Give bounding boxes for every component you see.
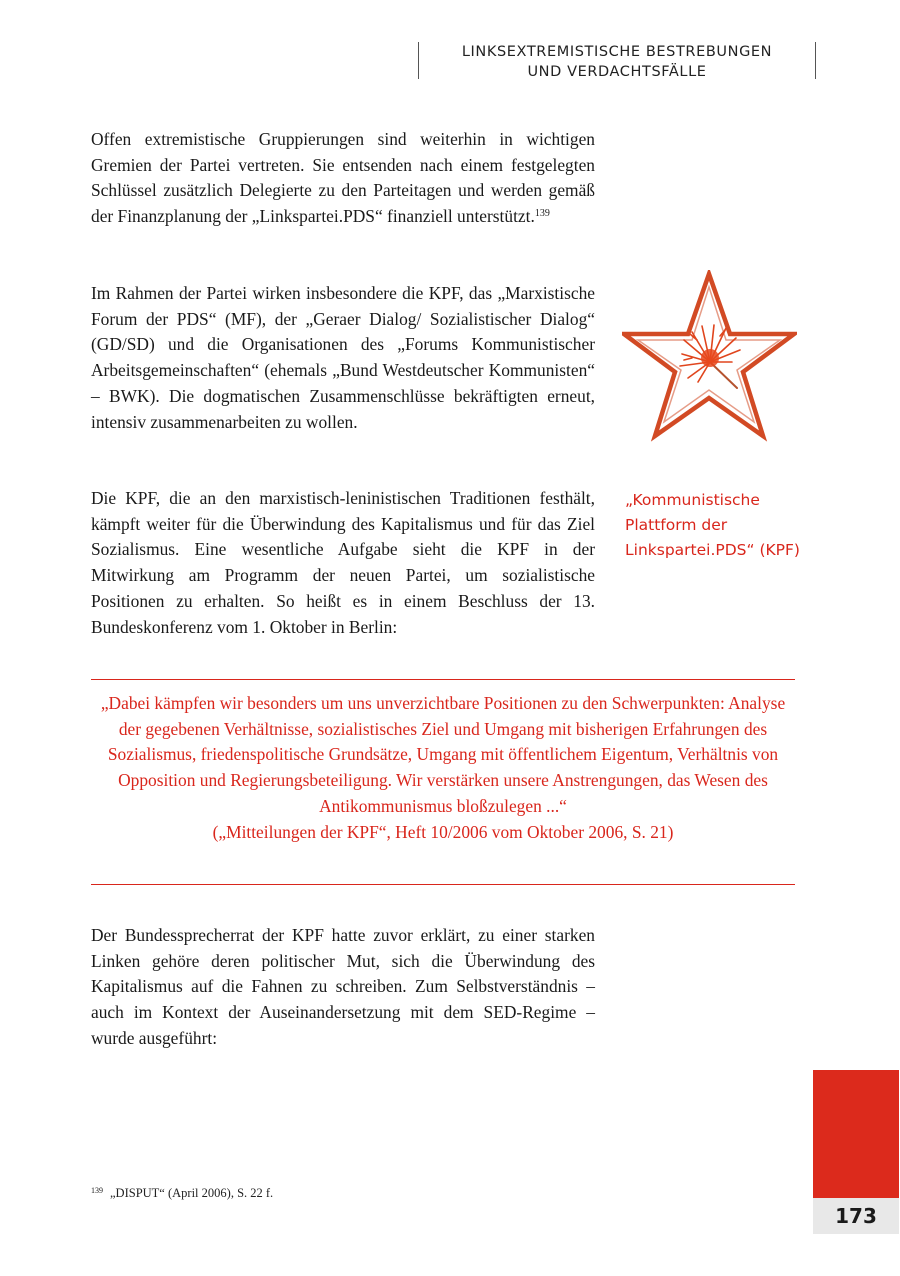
paragraph-1 — [91, 127, 595, 230]
paragraph-1-text: Offen extremistische Gruppierungen sind weiterhin in wichtigen Gremien der Partei vertreten. Sie entsenden nach einem festgelegten Schlüssel zusätzlich Delegierte zu den Parteitagen und werden gemäß der Finanzplanung der „Linkspartei.PDS“ finanziell unterstützt. — [91, 129, 595, 227]
header-line-1: LINKSEXTREMISTISCHE BESTREBUNGEN — [461, 44, 773, 60]
footnote-number: 139 — [91, 1186, 103, 1195]
paragraph-3: Die KPF, die an den marxistisch-leninistischen Traditionen festhält, kämpft weiter für die Überwindung des Kapitalismus und für das Ziel Sozialismus. Eine wesentliche Aufgabe sieht die KPF in der Mitwirkung am Programm der neuen Partei, um sozialistische Positionen zu erhalten. So heißt es in einem Beschluss der 13. Bundeskonferenz vom 1. Oktober in Berlin: — [91, 488, 595, 637]
logo-caption: „Kommunistische Plattform der Linkspartei.PDS“ (KPF) — [625, 491, 800, 559]
quote-rule-top — [91, 679, 795, 680]
running-header — [418, 42, 816, 79]
page-color-tab — [813, 1070, 899, 1198]
paragraph-2: Im Rahmen der Partei wirken insbesondere die KPF, das „Marxistische Forum der PDS“ (MF), der „Geraer Dialog/ Sozialistischer Dialog“ (GD/SD) und die Organisationen des „Forums Kommunistischer Arbeitsgemeinschaften“ (ehemals „Bund Westdeutscher Kommunisten“ – BWK). Die dogmatischen Zusammenschlüsse bekräftigten erneut, intensiv zusammenarbeiten zu wollen. — [91, 283, 595, 432]
quote-source: („Mitteilungen der KPF“, Heft 10/2006 vom Oktober 2006, S. 21) — [212, 821, 674, 842]
header-line-2: UND VERDACHTSFÄLLE — [527, 64, 707, 80]
page-number: 173 — [813, 1198, 899, 1234]
red-star-with-carnation-icon — [622, 270, 797, 442]
blockquote — [91, 691, 795, 845]
kpf-logo — [622, 270, 797, 442]
quote-text: „Dabei kämpfen wir besonders um uns unverzichtbare Positionen zu den Schwerpunkten: Analyse der gegebenen Verhältnisse, sozialistisches Ziel und Umgang mit bisherigen Erfahrungen des Sozialismus, friedenspolitische Grundsätze, Umgang mit öffentlichem Eigentum, Verhältnis von Opposition und Regierungsbeteiligung. Wir verstärken unsere Anstrengungen, das Wesen des Antikommunismus bloßzulegen ...“ — [100, 693, 786, 816]
footnote-139 — [91, 1186, 273, 1201]
quote-rule-bottom — [91, 884, 795, 885]
footnote-ref-139[interactable]: 139 — [534, 208, 550, 220]
paragraph-4: Der Bundessprecherrat der KPF hatte zuvor erklärt, zu einer starken Linken gehöre deren politischer Mut, sich die Überwindung des Kapitalismus auf die Fahnen zu schreiben. Zum Selbstverständnis – auch im Kontext der Auseinandersetzung mit dem SED-Regime – wurde ausgeführt: — [91, 925, 595, 1048]
footnote-text: „DISPUT“ (April 2006), S. 22 f. — [110, 1186, 274, 1200]
